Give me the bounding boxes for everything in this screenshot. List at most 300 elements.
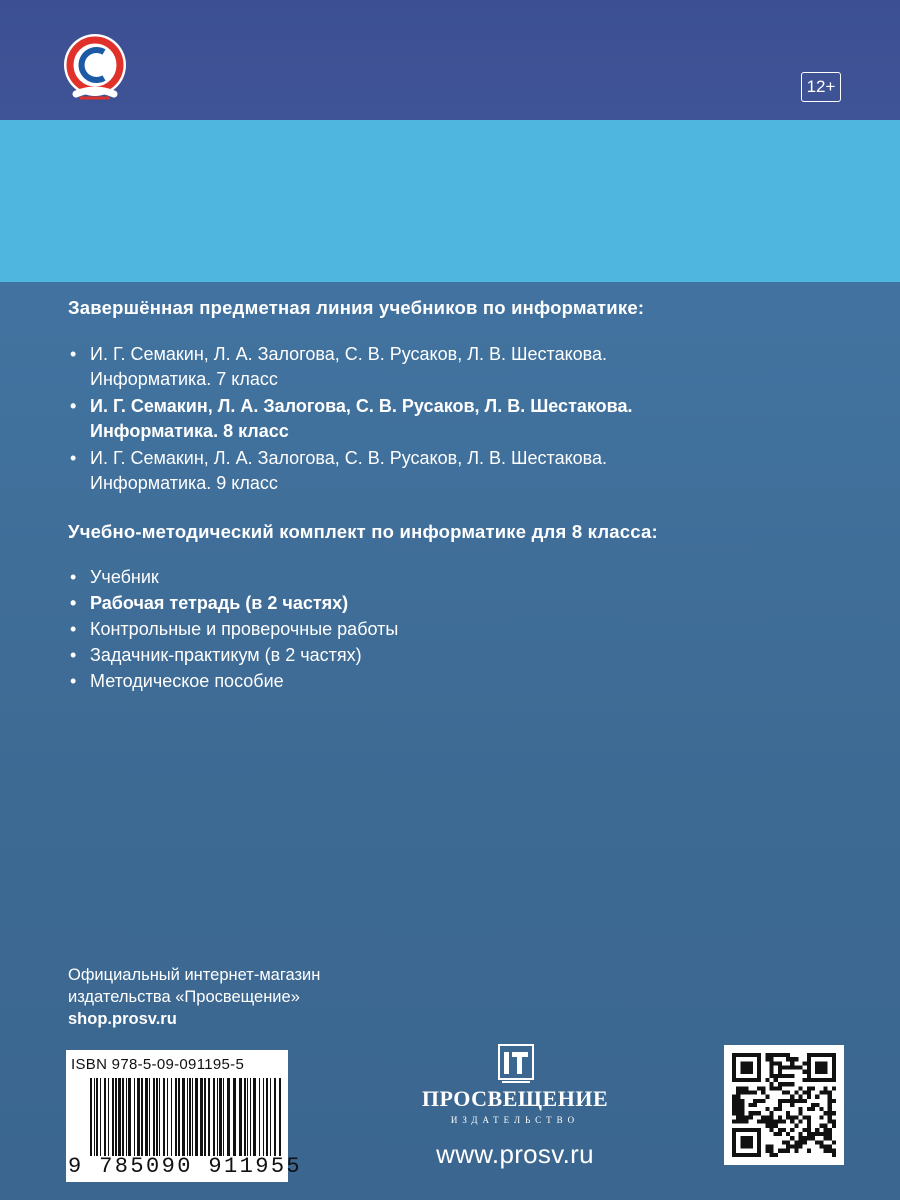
barcode-block	[66, 1050, 303, 1182]
qr-module	[807, 1070, 811, 1074]
barcode-bar	[244, 1078, 246, 1156]
qr-module	[736, 1053, 740, 1057]
qr-module	[828, 1078, 832, 1082]
qr-module	[744, 1153, 748, 1157]
qr-module	[774, 1074, 778, 1078]
qr-module	[732, 1070, 736, 1074]
qr-module	[774, 1086, 778, 1090]
barcode-bar	[100, 1078, 101, 1156]
bullet: •	[70, 448, 77, 468]
qr-module	[736, 1153, 740, 1157]
qr-module	[815, 1103, 819, 1107]
qr-module	[749, 1128, 753, 1132]
qr-module	[794, 1145, 798, 1149]
barcode-bar	[112, 1078, 114, 1156]
qr-module	[778, 1107, 782, 1111]
qr-module	[819, 1065, 823, 1069]
qr-module	[807, 1057, 811, 1061]
qr-module	[765, 1115, 769, 1119]
top-band	[0, 0, 900, 120]
qr-module	[803, 1099, 807, 1103]
qr-module	[753, 1078, 757, 1082]
qr-module	[774, 1153, 778, 1157]
qr-module	[765, 1078, 769, 1082]
qr-module	[828, 1111, 832, 1115]
qr-module	[732, 1099, 736, 1103]
qr-module	[740, 1065, 744, 1069]
qr-module	[736, 1078, 740, 1082]
barcode-bar	[217, 1078, 218, 1156]
qr-module	[819, 1078, 823, 1082]
barcode-bar	[204, 1078, 206, 1156]
qr-module	[799, 1120, 803, 1124]
qr-module	[753, 1111, 757, 1115]
qr-module	[757, 1078, 761, 1082]
qr-module	[786, 1149, 790, 1153]
qr-module	[778, 1120, 782, 1124]
kit-heading: Учебно-методический комплект по информатике для 8 класса:	[68, 521, 658, 542]
qr-module	[828, 1128, 832, 1132]
book-title: Информатика. 7 класс	[90, 369, 278, 389]
qr-module	[757, 1065, 761, 1069]
qr-module	[732, 1111, 736, 1115]
barcode-bar	[141, 1078, 143, 1156]
title-band	[0, 120, 900, 282]
qr-module	[832, 1070, 836, 1074]
qr-module	[782, 1149, 786, 1153]
qr-module	[807, 1065, 811, 1069]
barcode-bar	[115, 1078, 117, 1156]
qr-module	[744, 1136, 748, 1140]
qr-module	[790, 1136, 794, 1140]
barcode-bar	[223, 1078, 224, 1156]
qr-module	[749, 1145, 753, 1149]
kit-item-label: Задачник-практикум (в 2 частях)	[90, 645, 362, 665]
kit-item	[68, 564, 848, 590]
barcode-bar	[208, 1078, 210, 1156]
barcode-bar	[122, 1078, 124, 1156]
bullet: •	[70, 671, 77, 691]
barcode-bar	[219, 1078, 222, 1156]
qr-module	[757, 1145, 761, 1149]
qr-module	[832, 1149, 836, 1153]
qr-module	[803, 1090, 807, 1094]
qr-module	[819, 1145, 823, 1149]
qr-module	[757, 1086, 761, 1090]
qr-module	[744, 1053, 748, 1057]
back-cover-text	[68, 296, 848, 694]
qr-module	[749, 1136, 753, 1140]
kit-item-label: Учебник	[90, 567, 159, 587]
qr-module	[794, 1149, 798, 1153]
qr-module	[828, 1132, 832, 1136]
qr-module	[761, 1120, 765, 1124]
qr-module	[744, 1115, 748, 1119]
series-heading: Завершённая предметная линия учебников по информатике:	[68, 297, 645, 318]
qr-module	[761, 1090, 765, 1094]
qr-module	[778, 1115, 782, 1119]
qr-module	[790, 1115, 794, 1119]
qr-module	[782, 1128, 786, 1132]
qr-module	[832, 1120, 836, 1124]
qr-module	[790, 1061, 794, 1065]
qr-module	[744, 1090, 748, 1094]
qr-module	[786, 1090, 790, 1094]
qr-module	[799, 1136, 803, 1140]
qr-module	[732, 1153, 736, 1157]
qr-module	[828, 1107, 832, 1111]
qr-module	[778, 1149, 782, 1153]
qr-module	[732, 1128, 736, 1132]
qr-module	[774, 1132, 778, 1136]
qr-module	[757, 1111, 761, 1115]
kit-item-label: Контрольные и проверочные работы	[90, 619, 399, 639]
barcode-bar	[178, 1078, 180, 1156]
bullet: •	[70, 619, 77, 639]
qr-module	[769, 1124, 773, 1128]
barcode-bar	[187, 1078, 188, 1156]
qr-module	[824, 1070, 828, 1074]
barcode-bar	[213, 1078, 215, 1156]
qr-module	[832, 1124, 836, 1128]
qr-module	[803, 1115, 807, 1119]
qr-module	[786, 1111, 790, 1115]
barcode-bar	[279, 1078, 281, 1156]
qr-module	[832, 1065, 836, 1069]
qr-module	[828, 1095, 832, 1099]
qr-module	[736, 1090, 740, 1094]
qr-module	[799, 1107, 803, 1111]
publisher-url-link[interactable]: www.prosv.ru	[436, 1139, 594, 1169]
qr-module	[819, 1070, 823, 1074]
qr-module	[757, 1120, 761, 1124]
qr-module	[778, 1086, 782, 1090]
qr-module	[815, 1128, 819, 1132]
qr-module	[774, 1120, 778, 1124]
qr-module	[736, 1111, 740, 1115]
qr-module	[832, 1078, 836, 1082]
qr-module	[732, 1053, 736, 1057]
qr-module	[774, 1124, 778, 1128]
qr-module	[824, 1111, 828, 1115]
qr-module	[740, 1115, 744, 1119]
qr-module	[794, 1140, 798, 1144]
qr-module	[807, 1090, 811, 1094]
qr-code-block[interactable]	[724, 1045, 844, 1165]
qr-module	[790, 1120, 794, 1124]
qr-module	[832, 1074, 836, 1078]
qr-module	[769, 1053, 773, 1057]
qr-module	[774, 1107, 778, 1111]
barcode-bar	[96, 1078, 98, 1156]
qr-module	[757, 1136, 761, 1140]
qr-module	[782, 1099, 786, 1103]
qr-module	[778, 1128, 782, 1132]
qr-module	[744, 1078, 748, 1082]
qr-module	[736, 1086, 740, 1090]
qr-module	[732, 1065, 736, 1069]
qr-module	[832, 1111, 836, 1115]
barcode-bar	[195, 1078, 198, 1156]
qr-module	[749, 1070, 753, 1074]
qr-module	[811, 1086, 815, 1090]
qr-module	[786, 1065, 790, 1069]
qr-module	[732, 1145, 736, 1149]
qr-module	[782, 1053, 786, 1057]
bullet: •	[70, 645, 77, 665]
qr-module	[832, 1061, 836, 1065]
qr-module	[749, 1078, 753, 1082]
barcode-bar	[189, 1078, 191, 1156]
qr-module	[769, 1086, 773, 1090]
qr-module	[732, 1078, 736, 1082]
qr-module	[815, 1065, 819, 1069]
qr-module	[811, 1103, 815, 1107]
qr-module	[740, 1070, 744, 1074]
qr-module	[786, 1053, 790, 1057]
qr-module	[803, 1140, 807, 1144]
qr-module	[811, 1078, 815, 1082]
qr-module	[828, 1053, 832, 1057]
qr-module	[744, 1145, 748, 1149]
kit-list	[68, 564, 848, 694]
qr-module	[790, 1128, 794, 1132]
bullet: •	[70, 593, 77, 613]
qr-module	[828, 1145, 832, 1149]
kit-item	[68, 616, 848, 642]
qr-module	[765, 1145, 769, 1149]
qr-module	[782, 1074, 786, 1078]
qr-module	[819, 1124, 823, 1128]
qr-module	[736, 1103, 740, 1107]
qr-module	[815, 1132, 819, 1136]
qr-module	[807, 1078, 811, 1082]
bullet: •	[70, 396, 77, 416]
barcode-bar	[253, 1078, 256, 1156]
qr-module	[799, 1145, 803, 1149]
qr-module	[811, 1132, 815, 1136]
qr-module	[786, 1082, 790, 1086]
barcode-bar	[239, 1078, 242, 1156]
qr-module	[807, 1074, 811, 1078]
qr-module	[786, 1140, 790, 1144]
qr-module	[765, 1149, 769, 1153]
qr-module	[815, 1140, 819, 1144]
qr-module	[799, 1132, 803, 1136]
barcode-bar	[274, 1078, 276, 1156]
qr-module	[749, 1065, 753, 1069]
shop-line-1: Официальный интернет-магазин	[68, 966, 321, 984]
qr-module	[744, 1086, 748, 1090]
qr-module	[769, 1149, 773, 1153]
qr-module	[786, 1074, 790, 1078]
shop-info	[68, 964, 320, 1030]
qr-module	[740, 1120, 744, 1124]
qr-module	[824, 1078, 828, 1082]
qr-module	[736, 1115, 740, 1119]
qr-module	[799, 1065, 803, 1069]
barcode-bar	[263, 1078, 264, 1156]
qr-module	[824, 1124, 828, 1128]
barcode-bar	[156, 1078, 158, 1156]
qr-module	[757, 1061, 761, 1065]
qr-module	[732, 1095, 736, 1099]
qr-module	[815, 1095, 819, 1099]
qr-module	[824, 1090, 828, 1094]
qr-module	[732, 1120, 736, 1124]
prosveshchenie-globe-icon	[62, 32, 128, 106]
qr-module	[824, 1132, 828, 1136]
qr-module	[736, 1120, 740, 1124]
qr-module	[744, 1128, 748, 1132]
qr-module	[790, 1145, 794, 1149]
qr-module	[828, 1103, 832, 1107]
qr-module	[832, 1099, 836, 1103]
qr-module	[778, 1061, 782, 1065]
qr-module	[807, 1095, 811, 1099]
qr-module	[765, 1057, 769, 1061]
qr-module	[774, 1078, 778, 1082]
qr-module	[811, 1136, 815, 1140]
qr-module	[740, 1090, 744, 1094]
barcode-bar	[163, 1078, 165, 1156]
qr-module	[732, 1074, 736, 1078]
qr-module	[803, 1070, 807, 1074]
publisher-subtitle: ИЗДАТЕЛЬСТВО	[450, 1115, 580, 1125]
qr-module	[753, 1103, 757, 1107]
barcode-bar	[90, 1078, 92, 1156]
qr-module	[832, 1140, 836, 1144]
qr-module	[824, 1065, 828, 1069]
qr-module	[819, 1115, 823, 1119]
barcode-bar	[227, 1078, 230, 1156]
qr-module	[757, 1057, 761, 1061]
qr-module	[790, 1103, 794, 1107]
qr-module	[824, 1145, 828, 1149]
qr-module	[749, 1153, 753, 1157]
bullet: •	[70, 567, 77, 587]
qr-module	[807, 1136, 811, 1140]
qr-module	[824, 1086, 828, 1090]
qr-module	[824, 1053, 828, 1057]
qr-module	[749, 1103, 753, 1107]
qr-module	[819, 1090, 823, 1094]
qr-module	[765, 1124, 769, 1128]
qr-module	[828, 1120, 832, 1124]
qr-module	[794, 1099, 798, 1103]
ean-number: 9 785090 911955	[68, 1154, 303, 1179]
qr-module	[740, 1111, 744, 1115]
qr-module	[740, 1103, 744, 1107]
qr-module	[769, 1082, 773, 1086]
qr-module	[740, 1078, 744, 1082]
book-authors: И. Г. Семакин, Л. А. Залогова, С. В. Русаков, Л. В. Шестакова.	[90, 448, 608, 468]
qr-module	[769, 1070, 773, 1074]
barcode-bar	[153, 1078, 155, 1156]
barcode-bar	[266, 1078, 268, 1156]
barcode-bar	[200, 1078, 203, 1156]
barcode-bar	[118, 1078, 121, 1156]
qr-module	[807, 1128, 811, 1132]
qr-module	[778, 1070, 782, 1074]
qr-module	[786, 1099, 790, 1103]
qr-module	[832, 1086, 836, 1090]
qr-module	[790, 1074, 794, 1078]
qr-module	[732, 1140, 736, 1144]
qr-module	[732, 1061, 736, 1065]
qr-module	[769, 1111, 773, 1115]
qr-module	[799, 1095, 803, 1099]
qr-module	[803, 1128, 807, 1132]
barcode-bar	[270, 1078, 271, 1156]
qr-module	[786, 1057, 790, 1061]
prosveshchenie-book-mark-icon	[498, 1044, 534, 1084]
qr-module	[803, 1061, 807, 1065]
qr-module	[761, 1086, 765, 1090]
qr-module	[749, 1090, 753, 1094]
qr-module	[761, 1099, 765, 1103]
qr-module	[749, 1061, 753, 1065]
qr-module	[782, 1120, 786, 1124]
qr-module	[769, 1145, 773, 1149]
barcode-bar	[108, 1078, 109, 1156]
qr-module	[732, 1136, 736, 1140]
qr-module	[778, 1065, 782, 1069]
qr-module	[765, 1107, 769, 1111]
qr-module	[799, 1086, 803, 1090]
qr-module	[794, 1057, 798, 1061]
qr-module	[732, 1103, 736, 1107]
qr-module	[828, 1115, 832, 1119]
qr-module	[769, 1120, 773, 1124]
book-item	[68, 342, 848, 392]
qr-module	[811, 1053, 815, 1057]
qr-module	[749, 1140, 753, 1144]
qr-module	[749, 1115, 753, 1119]
kit-item-label: Методическое пособие	[90, 671, 284, 691]
barcode-bar	[192, 1078, 193, 1156]
kit-item	[68, 668, 848, 694]
book-authors: И. Г. Семакин, Л. А. Залогова, С. В. Русаков, Л. В. Шестакова.	[90, 396, 633, 416]
qr-module	[740, 1086, 744, 1090]
qr-module	[744, 1140, 748, 1144]
qr-module	[757, 1074, 761, 1078]
isbn-text: ISBN 978-5-09-091195-5	[71, 1056, 245, 1073]
qr-module	[732, 1057, 736, 1061]
qr-module	[819, 1061, 823, 1065]
qr-module	[790, 1082, 794, 1086]
qr-module	[782, 1140, 786, 1144]
qr-module	[807, 1132, 811, 1136]
barcode-bar	[182, 1078, 185, 1156]
qr-module	[757, 1053, 761, 1057]
qr-module	[828, 1149, 832, 1153]
qr-module	[736, 1099, 740, 1103]
qr-module	[799, 1099, 803, 1103]
qr-module	[819, 1132, 823, 1136]
barcode-bar	[171, 1078, 172, 1156]
qr-module	[744, 1070, 748, 1074]
qr-module	[740, 1136, 744, 1140]
qr-module	[740, 1140, 744, 1144]
qr-module	[778, 1099, 782, 1103]
qr-module	[782, 1082, 786, 1086]
qr-module	[815, 1078, 819, 1082]
shop-url-link[interactable]: shop.prosv.ru	[68, 1010, 177, 1028]
qr-module	[740, 1099, 744, 1103]
qr-module	[832, 1053, 836, 1057]
shop-line-2: издательства «Просвещение»	[68, 988, 300, 1006]
